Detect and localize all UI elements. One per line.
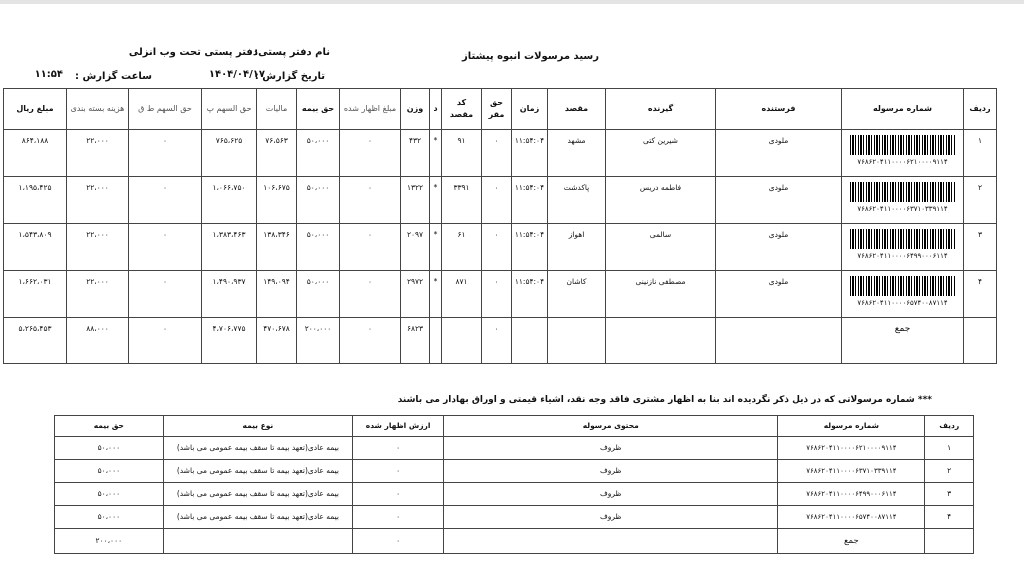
report-title: رسید مرسولات انبوه پیشتاز — [462, 51, 599, 62]
col-tracking: شماره مرسوله — [778, 416, 925, 437]
cell-receiver: فاطمه دریس — [606, 177, 716, 224]
col-amount: مبلغ ریال — [4, 89, 67, 130]
col-receiver: گیرنده — [606, 89, 716, 130]
cell-share-tq: ۰ — [129, 271, 202, 318]
cell-insurance: ۵۰،۰۰۰ — [297, 130, 340, 177]
cell-row: ۲ — [964, 177, 997, 224]
cell-premium: ۵۰،۰۰۰ — [55, 506, 164, 529]
barcode-image — [850, 229, 956, 249]
col-share-tq: حق السهم ط ق — [129, 89, 202, 130]
total-row — [4, 318, 997, 364]
cell-row: ۱ — [964, 130, 997, 177]
valuables-note: *** شماره مرسولاتی که در ذیل ذکر نگردیده اند بنا به اظهار مشتری فاقد وجه نقد، اشیاء قیمتی و اوراق بهادار می باشند — [397, 395, 932, 405]
cell-time: ۱۱:۵۴:۰۴ — [512, 271, 548, 318]
cell-insurance: ۵۰،۰۰۰ — [297, 224, 340, 271]
cell-tracking — [842, 177, 964, 224]
office-value: دفتر پستی تحت وب انزلی — [128, 47, 258, 58]
table-row — [55, 460, 974, 483]
col-premium: حق بیمه — [55, 416, 164, 437]
total-row — [55, 529, 974, 554]
col-insurance: حق بیمه — [297, 89, 340, 130]
total-declared: ۰ — [340, 318, 401, 364]
cell-d: * — [430, 271, 442, 318]
time-label: ساعت گزارش : — [75, 71, 152, 82]
cell-share-p: ۱،۰۶۶،۷۵۰ — [202, 177, 257, 224]
col-content: محتوی مرسوله — [444, 416, 778, 437]
office-label: نام دفتر پستی: — [254, 47, 330, 58]
cell-insurance: ۵۰،۰۰۰ — [297, 177, 340, 224]
tracking-number: ۷۶۸۶۲۰۴۱۱۰۰۰۰۶۴۹۹۰۰۰۶۱۱۴ — [857, 252, 948, 260]
cell-declared: ۰ — [353, 437, 444, 460]
col-destination: مقصد — [548, 89, 606, 130]
table-row — [4, 177, 997, 224]
col-d: د — [430, 89, 442, 130]
cell-dest-code: ۶۱ — [442, 224, 482, 271]
total-seat-fee: ۰ — [482, 318, 512, 364]
cell-destination: پاکدشت — [548, 177, 606, 224]
cell-share-p: ۱،۴۹۰،۹۳۷ — [202, 271, 257, 318]
cell-dest-code: ۸۷۱ — [442, 271, 482, 318]
col-insurance-type: نوع بیمه — [163, 416, 352, 437]
cell-weight: ۲۰۹۷ — [401, 224, 430, 271]
cell-row: ۱ — [925, 437, 974, 460]
cell-tax: ۷۶،۵۶۳ — [257, 130, 297, 177]
table-row — [55, 506, 974, 529]
cell-tax: ۱۴۹،۰۹۴ — [257, 271, 297, 318]
cell-share-tq: ۰ — [129, 130, 202, 177]
total-share-tq: ۰ — [129, 318, 202, 364]
cell-sender: ملودی — [716, 271, 842, 318]
date-label: تاریخ گزارش : — [254, 71, 325, 82]
cell-tax: ۱۳۸،۳۴۶ — [257, 224, 297, 271]
date-value: ۱۴۰۴/۰۴/۱۷ — [208, 69, 265, 80]
cell-seat-fee: ۰ — [482, 130, 512, 177]
cell-declared: ۰ — [353, 483, 444, 506]
cell-insurance-type: بیمه عادی(تعهد بیمه تا سقف بیمه عمومی می باشد) — [163, 483, 352, 506]
cell-d: * — [430, 177, 442, 224]
table-row — [4, 130, 997, 177]
cell-declared: ۰ — [340, 271, 401, 318]
cell-tracking: ۷۶۸۶۲۰۴۱۱۰۰۰۰۶۳۷۱۰۳۳۹۱۱۴ — [778, 460, 925, 483]
cell-row: ۴ — [964, 271, 997, 318]
total-label: جمع — [778, 529, 925, 554]
cell-seat-fee: ۰ — [482, 177, 512, 224]
cell-insurance: ۵۰،۰۰۰ — [297, 271, 340, 318]
cell-content: ظروف — [444, 506, 778, 529]
col-share-p: حق السهم پ — [202, 89, 257, 130]
tracking-number: ۷۶۸۶۲۰۴۱۱۰۰۰۰۶۵۷۴۰۰۸۷۱۱۴ — [857, 299, 948, 307]
total-tax: ۴۷۰،۶۷۸ — [257, 318, 297, 364]
cell-declared: ۰ — [340, 177, 401, 224]
cell-tracking — [842, 130, 964, 177]
cell-amount: ۸۶۴،۱۸۸ — [4, 130, 67, 177]
cell-tax: ۱۰۶،۶۷۵ — [257, 177, 297, 224]
barcode-image — [850, 276, 956, 296]
cell-time: ۱۱:۵۴:۰۴ — [512, 224, 548, 271]
table-row — [55, 483, 974, 506]
cell-time: ۱۱:۵۴:۰۴ — [512, 130, 548, 177]
col-declared: مبلغ اظهار شده — [340, 89, 401, 130]
cell-seat-fee: ۰ — [482, 271, 512, 318]
cell-sender: ملودی — [716, 177, 842, 224]
cell-receiver: سالمی — [606, 224, 716, 271]
col-sender: فرستنده — [716, 89, 842, 130]
tracking-number: ۷۶۸۶۲۰۴۱۱۰۰۰۰۶۲۱۰۰۰۰۹۱۱۴ — [857, 158, 948, 166]
cell-declared: ۰ — [353, 506, 444, 529]
barcode-image — [850, 182, 956, 202]
col-packing: هزینه بسته بندی — [67, 89, 129, 130]
cell-amount: ۱،۶۶۲،۰۳۱ — [4, 271, 67, 318]
cell-share-p: ۱،۳۸۳،۴۶۳ — [202, 224, 257, 271]
cell-premium: ۵۰،۰۰۰ — [55, 483, 164, 506]
cell-sender: ملودی — [716, 130, 842, 177]
cell-declared: ۰ — [340, 224, 401, 271]
table-row — [4, 271, 997, 318]
cell-amount: ۱،۱۹۵،۴۲۵ — [4, 177, 67, 224]
col-weight: وزن — [401, 89, 430, 130]
col-time: زمان — [512, 89, 548, 130]
cell-d: * — [430, 130, 442, 177]
cell-packing: ۲۲،۰۰۰ — [67, 271, 129, 318]
total-share-p: ۴،۷۰۶،۷۷۵ — [202, 318, 257, 364]
cell-amount: ۱،۵۴۳،۸۰۹ — [4, 224, 67, 271]
cell-tracking: ۷۶۸۶۲۰۴۱۱۰۰۰۰۶۴۹۹۰۰۰۶۱۱۴ — [778, 483, 925, 506]
total-label: جمع — [842, 318, 964, 364]
cell-destination: مشهد — [548, 130, 606, 177]
shipments-table — [3, 88, 997, 364]
cell-time: ۱۱:۵۴:۰۴ — [512, 177, 548, 224]
cell-tracking — [842, 224, 964, 271]
col-row: ردیف — [925, 416, 974, 437]
cell-row: ۳ — [964, 224, 997, 271]
cell-premium: ۵۰،۰۰۰ — [55, 460, 164, 483]
cell-receiver: مصطفی نازنینی — [606, 271, 716, 318]
table-header-row — [55, 416, 974, 437]
cell-dest-code: ۹۱ — [442, 130, 482, 177]
cell-sender: ملودی — [716, 224, 842, 271]
cell-packing: ۲۲،۰۰۰ — [67, 130, 129, 177]
cell-row: ۳ — [925, 483, 974, 506]
col-tracking: شماره مرسوله — [842, 89, 964, 130]
cell-destination: اهواز — [548, 224, 606, 271]
table-row — [4, 224, 997, 271]
cell-packing: ۲۲،۰۰۰ — [67, 177, 129, 224]
col-declared: ارزش اظهار شده — [353, 416, 444, 437]
insurance-table — [54, 415, 974, 554]
cell-packing: ۲۲،۰۰۰ — [67, 224, 129, 271]
total-declared: ۰ — [353, 529, 444, 554]
cell-dest-code: ۳۳۹۱ — [442, 177, 482, 224]
barcode-image — [850, 135, 956, 155]
total-packing: ۸۸،۰۰۰ — [67, 318, 129, 364]
cell-row: ۲ — [925, 460, 974, 483]
cell-weight: ۱۳۲۲ — [401, 177, 430, 224]
cell-declared: ۰ — [353, 460, 444, 483]
total-amount: ۵،۲۶۵،۴۵۳ — [4, 318, 67, 364]
cell-insurance-type: بیمه عادی(تعهد بیمه تا سقف بیمه عمومی می باشد) — [163, 437, 352, 460]
cell-seat-fee: ۰ — [482, 224, 512, 271]
total-premium: ۲۰۰،۰۰۰ — [55, 529, 164, 554]
cell-row: ۴ — [925, 506, 974, 529]
cell-share-p: ۷۶۵،۶۲۵ — [202, 130, 257, 177]
cell-weight: ۲۹۷۲ — [401, 271, 430, 318]
col-dest-code: کد مقصد — [442, 89, 482, 130]
total-weight: ۶۸۲۳ — [401, 318, 430, 364]
cell-weight: ۴۳۲ — [401, 130, 430, 177]
total-insurance: ۲۰۰،۰۰۰ — [297, 318, 340, 364]
cell-insurance-type: بیمه عادی(تعهد بیمه تا سقف بیمه عمومی می باشد) — [163, 460, 352, 483]
time-value: ۱۱:۵۴ — [34, 69, 63, 80]
col-seat-fee: حق مقر — [482, 89, 512, 130]
cell-share-tq: ۰ — [129, 224, 202, 271]
cell-content: ظروف — [444, 460, 778, 483]
cell-tracking: ۷۶۸۶۲۰۴۱۱۰۰۰۰۶۲۱۰۰۰۰۹۱۱۴ — [778, 437, 925, 460]
cell-declared: ۰ — [340, 130, 401, 177]
cell-receiver: شیرین کتی — [606, 130, 716, 177]
cell-tracking: ۷۶۸۶۲۰۴۱۱۰۰۰۰۶۵۷۴۰۰۸۷۱۱۴ — [778, 506, 925, 529]
cell-d: * — [430, 224, 442, 271]
cell-content: ظروف — [444, 437, 778, 460]
cell-destination: کاشان — [548, 271, 606, 318]
col-tax: مالیات — [257, 89, 297, 130]
cell-share-tq: ۰ — [129, 177, 202, 224]
table-header-row — [4, 89, 997, 130]
table-row — [55, 437, 974, 460]
cell-insurance-type: بیمه عادی(تعهد بیمه تا سقف بیمه عمومی می باشد) — [163, 506, 352, 529]
cell-premium: ۵۰،۰۰۰ — [55, 437, 164, 460]
top-border — [0, 0, 1024, 4]
tracking-number: ۷۶۸۶۲۰۴۱۱۰۰۰۰۶۳۷۱۰۳۳۹۱۱۴ — [857, 205, 948, 213]
cell-tracking — [842, 271, 964, 318]
cell-content: ظروف — [444, 483, 778, 506]
col-row: ردیف — [964, 89, 997, 130]
